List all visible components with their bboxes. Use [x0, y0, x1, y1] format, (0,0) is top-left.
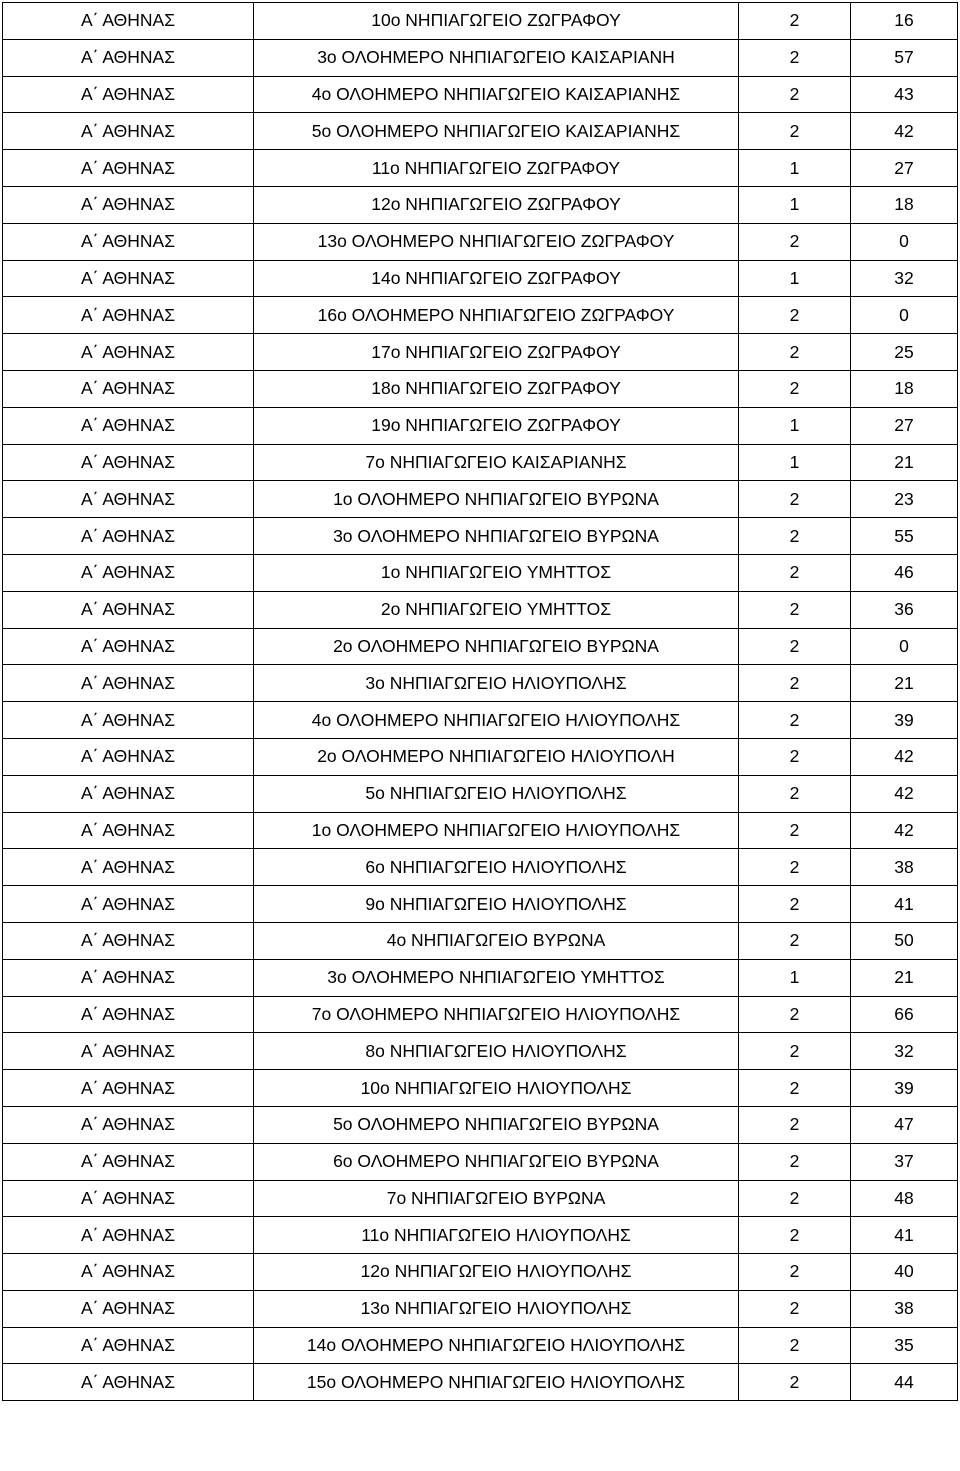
second-number-cell: 21: [851, 665, 958, 702]
first-number-cell: 2: [739, 922, 851, 959]
first-number-cell: 2: [739, 481, 851, 518]
first-number-cell: 2: [739, 554, 851, 591]
region-cell: Α΄ ΑΘΗΝΑΣ: [3, 922, 254, 959]
second-number-cell: 42: [851, 812, 958, 849]
second-number-cell: 32: [851, 1033, 958, 1070]
first-number-cell: 2: [739, 1033, 851, 1070]
region-cell: Α΄ ΑΘΗΝΑΣ: [3, 334, 254, 371]
school-name-cell: 11ο ΝΗΠΙΑΓΩΓΕΙΟ ΗΛΙΟΥΠΟΛΗΣ: [254, 1217, 739, 1254]
second-number-cell: 23: [851, 481, 958, 518]
school-name-cell: 5ο ΟΛΟΗΜΕΡΟ ΝΗΠΙΑΓΩΓΕΙΟ ΒΥΡΩΝΑ: [254, 1106, 739, 1143]
region-cell: Α΄ ΑΘΗΝΑΣ: [3, 591, 254, 628]
table-row: [3, 186, 958, 223]
first-number-cell: 2: [739, 39, 851, 76]
region-cell: Α΄ ΑΘΗΝΑΣ: [3, 39, 254, 76]
second-number-cell: 47: [851, 1106, 958, 1143]
first-number-cell: 2: [739, 1143, 851, 1180]
second-number-cell: 46: [851, 554, 958, 591]
first-number-cell: 2: [739, 370, 851, 407]
table-row: [3, 518, 958, 555]
region-cell: Α΄ ΑΘΗΝΑΣ: [3, 1180, 254, 1217]
school-name-cell: 4ο ΟΛΟΗΜΕΡΟ ΝΗΠΙΑΓΩΓΕΙΟ ΗΛΙΟΥΠΟΛΗΣ: [254, 702, 739, 739]
schools-table-body: [3, 3, 958, 1401]
first-number-cell: 2: [739, 297, 851, 334]
region-cell: Α΄ ΑΘΗΝΑΣ: [3, 849, 254, 886]
table-row: [3, 113, 958, 150]
schools-table: [2, 2, 958, 1401]
region-cell: Α΄ ΑΘΗΝΑΣ: [3, 812, 254, 849]
table-row: [3, 444, 958, 481]
first-number-cell: 2: [739, 334, 851, 371]
second-number-cell: 39: [851, 702, 958, 739]
school-name-cell: 3ο ΝΗΠΙΑΓΩΓΕΙΟ ΗΛΙΟΥΠΟΛΗΣ: [254, 665, 739, 702]
second-number-cell: 0: [851, 628, 958, 665]
second-number-cell: 36: [851, 591, 958, 628]
table-row: [3, 223, 958, 260]
table-row: [3, 1033, 958, 1070]
school-name-cell: 2ο ΟΛΟΗΜΕΡΟ ΝΗΠΙΑΓΩΓΕΙΟ ΗΛΙΟΥΠΟΛΗ: [254, 738, 739, 775]
region-cell: Α΄ ΑΘΗΝΑΣ: [3, 223, 254, 260]
region-cell: Α΄ ΑΘΗΝΑΣ: [3, 738, 254, 775]
table-row: [3, 591, 958, 628]
region-cell: Α΄ ΑΘΗΝΑΣ: [3, 186, 254, 223]
first-number-cell: 2: [739, 1290, 851, 1327]
school-name-cell: 11ο ΝΗΠΙΑΓΩΓΕΙΟ ΖΩΓΡΑΦΟΥ: [254, 150, 739, 187]
table-row: [3, 628, 958, 665]
region-cell: Α΄ ΑΘΗΝΑΣ: [3, 297, 254, 334]
table-row: [3, 1217, 958, 1254]
table-row: [3, 1106, 958, 1143]
table-row: [3, 1070, 958, 1107]
first-number-cell: 2: [739, 1364, 851, 1401]
first-number-cell: 2: [739, 1070, 851, 1107]
first-number-cell: 1: [739, 150, 851, 187]
first-number-cell: 2: [739, 223, 851, 260]
school-name-cell: 8ο ΝΗΠΙΑΓΩΓΕΙΟ ΗΛΙΟΥΠΟΛΗΣ: [254, 1033, 739, 1070]
second-number-cell: 35: [851, 1327, 958, 1364]
school-name-cell: 7ο ΝΗΠΙΑΓΩΓΕΙΟ ΒΥΡΩΝΑ: [254, 1180, 739, 1217]
school-name-cell: 1ο ΟΛΟΗΜΕΡΟ ΝΗΠΙΑΓΩΓΕΙΟ ΒΥΡΩΝΑ: [254, 481, 739, 518]
first-number-cell: 2: [739, 1106, 851, 1143]
table-row: [3, 481, 958, 518]
table-row: [3, 554, 958, 591]
school-name-cell: 6ο ΝΗΠΙΑΓΩΓΕΙΟ ΗΛΙΟΥΠΟΛΗΣ: [254, 849, 739, 886]
school-name-cell: 5ο ΟΛΟΗΜΕΡΟ ΝΗΠΙΑΓΩΓΕΙΟ ΚΑΙΣΑΡΙΑΝΗΣ: [254, 113, 739, 150]
region-cell: Α΄ ΑΘΗΝΑΣ: [3, 150, 254, 187]
second-number-cell: 25: [851, 334, 958, 371]
region-cell: Α΄ ΑΘΗΝΑΣ: [3, 481, 254, 518]
second-number-cell: 18: [851, 186, 958, 223]
table-row: [3, 407, 958, 444]
school-name-cell: 2ο ΟΛΟΗΜΕΡΟ ΝΗΠΙΑΓΩΓΕΙΟ ΒΥΡΩΝΑ: [254, 628, 739, 665]
second-number-cell: 38: [851, 849, 958, 886]
second-number-cell: 44: [851, 1364, 958, 1401]
school-name-cell: 1ο ΝΗΠΙΑΓΩΓΕΙΟ ΥΜΗΤΤΟΣ: [254, 554, 739, 591]
school-name-cell: 16ο ΟΛΟΗΜΕΡΟ ΝΗΠΙΑΓΩΓΕΙΟ ΖΩΓΡΑΦΟΥ: [254, 297, 739, 334]
second-number-cell: 40: [851, 1254, 958, 1291]
table-row: [3, 849, 958, 886]
school-name-cell: 7ο ΟΛΟΗΜΕΡΟ ΝΗΠΙΑΓΩΓΕΙΟ ΗΛΙΟΥΠΟΛΗΣ: [254, 996, 739, 1033]
region-cell: Α΄ ΑΘΗΝΑΣ: [3, 1327, 254, 1364]
first-number-cell: 2: [739, 113, 851, 150]
first-number-cell: 2: [739, 996, 851, 1033]
table-row: [3, 996, 958, 1033]
table-row: [3, 922, 958, 959]
second-number-cell: 55: [851, 518, 958, 555]
second-number-cell: 57: [851, 39, 958, 76]
region-cell: Α΄ ΑΘΗΝΑΣ: [3, 665, 254, 702]
table-row: [3, 775, 958, 812]
region-cell: Α΄ ΑΘΗΝΑΣ: [3, 996, 254, 1033]
first-number-cell: 2: [739, 812, 851, 849]
second-number-cell: 21: [851, 959, 958, 996]
first-number-cell: 1: [739, 959, 851, 996]
region-cell: Α΄ ΑΘΗΝΑΣ: [3, 1217, 254, 1254]
table-row: [3, 959, 958, 996]
region-cell: Α΄ ΑΘΗΝΑΣ: [3, 1254, 254, 1291]
table-row: [3, 334, 958, 371]
school-name-cell: 13ο ΟΛΟΗΜΕΡΟ ΝΗΠΙΑΓΩΓΕΙΟ ΖΩΓΡΑΦΟΥ: [254, 223, 739, 260]
second-number-cell: 27: [851, 150, 958, 187]
table-row: [3, 260, 958, 297]
first-number-cell: 2: [739, 702, 851, 739]
second-number-cell: 42: [851, 113, 958, 150]
table-row: [3, 1143, 958, 1180]
school-name-cell: 4ο ΟΛΟΗΜΕΡΟ ΝΗΠΙΑΓΩΓΕΙΟ ΚΑΙΣΑΡΙΑΝΗΣ: [254, 76, 739, 113]
table-row: [3, 3, 958, 40]
first-number-cell: 2: [739, 849, 851, 886]
school-name-cell: 17ο ΝΗΠΙΑΓΩΓΕΙΟ ΖΩΓΡΑΦΟΥ: [254, 334, 739, 371]
table-row: [3, 812, 958, 849]
school-name-cell: 14ο ΝΗΠΙΑΓΩΓΕΙΟ ΖΩΓΡΑΦΟΥ: [254, 260, 739, 297]
region-cell: Α΄ ΑΘΗΝΑΣ: [3, 76, 254, 113]
school-name-cell: 3ο ΟΛΟΗΜΕΡΟ ΝΗΠΙΑΓΩΓΕΙΟ ΥΜΗΤΤΟΣ: [254, 959, 739, 996]
first-number-cell: 1: [739, 186, 851, 223]
school-name-cell: 4ο ΝΗΠΙΑΓΩΓΕΙΟ ΒΥΡΩΝΑ: [254, 922, 739, 959]
second-number-cell: 0: [851, 223, 958, 260]
first-number-cell: 2: [739, 1327, 851, 1364]
first-number-cell: 2: [739, 518, 851, 555]
school-name-cell: 15ο ΟΛΟΗΜΕΡΟ ΝΗΠΙΑΓΩΓΕΙΟ ΗΛΙΟΥΠΟΛΗΣ: [254, 1364, 739, 1401]
second-number-cell: 16: [851, 3, 958, 40]
region-cell: Α΄ ΑΘΗΝΑΣ: [3, 1364, 254, 1401]
second-number-cell: 39: [851, 1070, 958, 1107]
school-name-cell: 3ο ΟΛΟΗΜΕΡΟ ΝΗΠΙΑΓΩΓΕΙΟ ΒΥΡΩΝΑ: [254, 518, 739, 555]
first-number-cell: 2: [739, 3, 851, 40]
region-cell: Α΄ ΑΘΗΝΑΣ: [3, 628, 254, 665]
school-name-cell: 19ο ΝΗΠΙΑΓΩΓΕΙΟ ΖΩΓΡΑΦΟΥ: [254, 407, 739, 444]
school-name-cell: 7ο ΝΗΠΙΑΓΩΓΕΙΟ ΚΑΙΣΑΡΙΑΝΗΣ: [254, 444, 739, 481]
table-row: [3, 370, 958, 407]
first-number-cell: 2: [739, 1254, 851, 1291]
second-number-cell: 37: [851, 1143, 958, 1180]
school-name-cell: 18ο ΝΗΠΙΑΓΩΓΕΙΟ ΖΩΓΡΑΦΟΥ: [254, 370, 739, 407]
school-name-cell: 12ο ΝΗΠΙΑΓΩΓΕΙΟ ΗΛΙΟΥΠΟΛΗΣ: [254, 1254, 739, 1291]
table-row: [3, 297, 958, 334]
first-number-cell: 1: [739, 260, 851, 297]
school-name-cell: 1ο ΟΛΟΗΜΕΡΟ ΝΗΠΙΑΓΩΓΕΙΟ ΗΛΙΟΥΠΟΛΗΣ: [254, 812, 739, 849]
school-name-cell: 13ο ΝΗΠΙΑΓΩΓΕΙΟ ΗΛΙΟΥΠΟΛΗΣ: [254, 1290, 739, 1327]
school-name-cell: 6ο ΟΛΟΗΜΕΡΟ ΝΗΠΙΑΓΩΓΕΙΟ ΒΥΡΩΝΑ: [254, 1143, 739, 1180]
second-number-cell: 27: [851, 407, 958, 444]
first-number-cell: 1: [739, 444, 851, 481]
region-cell: Α΄ ΑΘΗΝΑΣ: [3, 1033, 254, 1070]
region-cell: Α΄ ΑΘΗΝΑΣ: [3, 1290, 254, 1327]
second-number-cell: 41: [851, 886, 958, 923]
table-row: [3, 665, 958, 702]
region-cell: Α΄ ΑΘΗΝΑΣ: [3, 3, 254, 40]
region-cell: Α΄ ΑΘΗΝΑΣ: [3, 1143, 254, 1180]
first-number-cell: 2: [739, 1180, 851, 1217]
table-row: [3, 1290, 958, 1327]
table-row: [3, 1254, 958, 1291]
table-row: [3, 39, 958, 76]
region-cell: Α΄ ΑΘΗΝΑΣ: [3, 260, 254, 297]
table-row: [3, 150, 958, 187]
second-number-cell: 32: [851, 260, 958, 297]
region-cell: Α΄ ΑΘΗΝΑΣ: [3, 1070, 254, 1107]
school-name-cell: 14ο ΟΛΟΗΜΕΡΟ ΝΗΠΙΑΓΩΓΕΙΟ ΗΛΙΟΥΠΟΛΗΣ: [254, 1327, 739, 1364]
region-cell: Α΄ ΑΘΗΝΑΣ: [3, 444, 254, 481]
table-row: [3, 1327, 958, 1364]
school-name-cell: 5ο ΝΗΠΙΑΓΩΓΕΙΟ ΗΛΙΟΥΠΟΛΗΣ: [254, 775, 739, 812]
school-name-cell: 3ο ΟΛΟΗΜΕΡΟ ΝΗΠΙΑΓΩΓΕΙΟ ΚΑΙΣΑΡΙΑΝΗ: [254, 39, 739, 76]
school-name-cell: 9ο ΝΗΠΙΑΓΩΓΕΙΟ ΗΛΙΟΥΠΟΛΗΣ: [254, 886, 739, 923]
region-cell: Α΄ ΑΘΗΝΑΣ: [3, 959, 254, 996]
second-number-cell: 21: [851, 444, 958, 481]
first-number-cell: 2: [739, 591, 851, 628]
first-number-cell: 2: [739, 665, 851, 702]
first-number-cell: 2: [739, 628, 851, 665]
second-number-cell: 66: [851, 996, 958, 1033]
table-row: [3, 1364, 958, 1401]
first-number-cell: 2: [739, 738, 851, 775]
first-number-cell: 2: [739, 1217, 851, 1254]
region-cell: Α΄ ΑΘΗΝΑΣ: [3, 518, 254, 555]
second-number-cell: 42: [851, 775, 958, 812]
second-number-cell: 50: [851, 922, 958, 959]
table-row: [3, 1180, 958, 1217]
second-number-cell: 42: [851, 738, 958, 775]
region-cell: Α΄ ΑΘΗΝΑΣ: [3, 886, 254, 923]
region-cell: Α΄ ΑΘΗΝΑΣ: [3, 775, 254, 812]
school-name-cell: 10ο ΝΗΠΙΑΓΩΓΕΙΟ ΗΛΙΟΥΠΟΛΗΣ: [254, 1070, 739, 1107]
school-name-cell: 10ο ΝΗΠΙΑΓΩΓΕΙΟ ΖΩΓΡΑΦΟΥ: [254, 3, 739, 40]
second-number-cell: 43: [851, 76, 958, 113]
school-name-cell: 2ο ΝΗΠΙΑΓΩΓΕΙΟ ΥΜΗΤΤΟΣ: [254, 591, 739, 628]
region-cell: Α΄ ΑΘΗΝΑΣ: [3, 1106, 254, 1143]
first-number-cell: 2: [739, 775, 851, 812]
first-number-cell: 2: [739, 886, 851, 923]
first-number-cell: 2: [739, 76, 851, 113]
second-number-cell: 41: [851, 1217, 958, 1254]
table-row: [3, 886, 958, 923]
first-number-cell: 1: [739, 407, 851, 444]
school-name-cell: 12ο ΝΗΠΙΑΓΩΓΕΙΟ ΖΩΓΡΑΦΟΥ: [254, 186, 739, 223]
second-number-cell: 38: [851, 1290, 958, 1327]
second-number-cell: 48: [851, 1180, 958, 1217]
second-number-cell: 0: [851, 297, 958, 334]
region-cell: Α΄ ΑΘΗΝΑΣ: [3, 370, 254, 407]
region-cell: Α΄ ΑΘΗΝΑΣ: [3, 702, 254, 739]
region-cell: Α΄ ΑΘΗΝΑΣ: [3, 407, 254, 444]
table-row: [3, 702, 958, 739]
table-row: [3, 76, 958, 113]
second-number-cell: 18: [851, 370, 958, 407]
region-cell: Α΄ ΑΘΗΝΑΣ: [3, 113, 254, 150]
region-cell: Α΄ ΑΘΗΝΑΣ: [3, 554, 254, 591]
table-row: [3, 738, 958, 775]
